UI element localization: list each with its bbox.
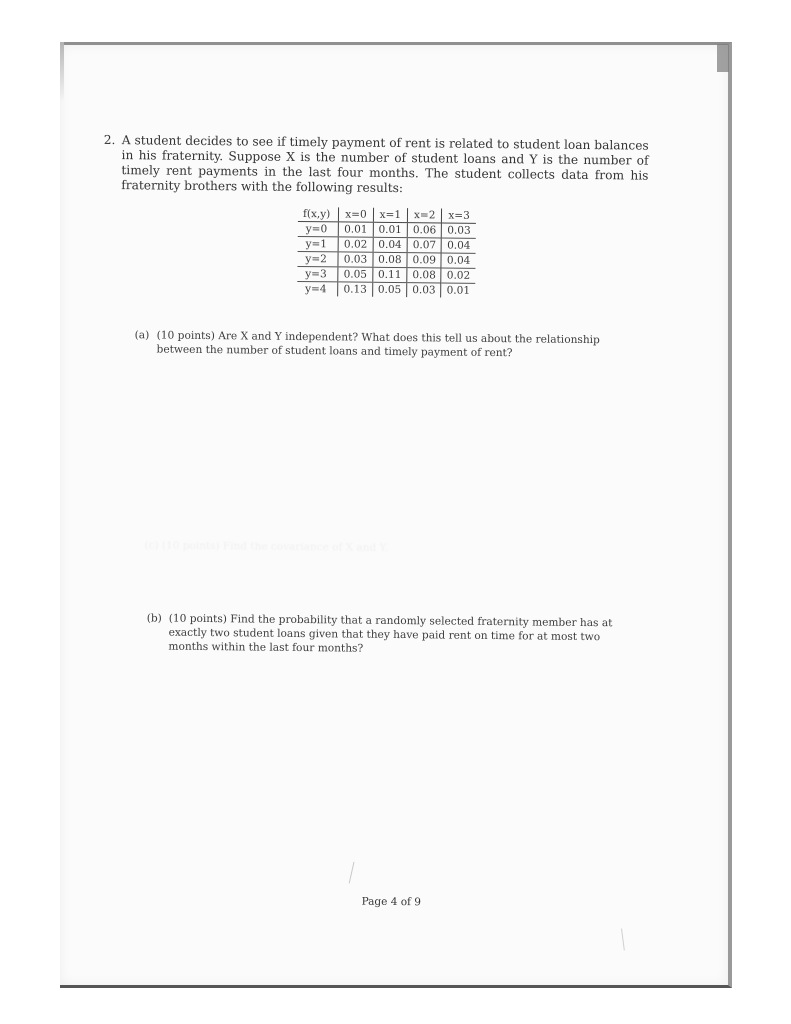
joint-distribution-table [297,207,476,298]
table-cell: 0.13 [338,282,373,297]
part-a-question: (10 points) Are X and Y independent? What does this tell us about the relationship between the number of student loans and timely payment of rent? [156,329,600,360]
table-cell: 0.11 [372,267,407,282]
table-header-cell: x=3 [442,208,476,223]
table-cell: 0.03 [442,223,476,238]
table-cell: 0.04 [373,237,408,252]
table-cell: 0.05 [372,282,407,297]
problem-2 [103,133,649,199]
table-cell: 0.01 [339,222,374,237]
table-cell: 0.07 [407,238,442,253]
table-cell: 0.01 [441,283,475,298]
table-row [297,281,475,297]
table-header-cell: x=0 [339,207,374,222]
page-footer: Page 4 of 9 [361,895,422,909]
table-cell: 0.03 [338,252,373,267]
bleed-through-text: (c) (10 points) Find the covariance of X and Y. [144,539,389,554]
table-cell: y=2 [297,251,338,266]
table-cell: 0.03 [407,283,442,298]
table-cell: 0.04 [442,238,476,253]
problem-statement: A student decides to see if timely payment of rent is related to student loan balances in his fraternity. Suppose X is the number of student loans and Y is the number of timely rent payments in the last four months. The student collects data from his fraternity brothers with the following results: [121,133,649,196]
table-cell: 0.08 [373,252,408,267]
table-cell: 0.02 [441,268,475,283]
table-header-cell: x=2 [407,208,442,223]
table-cell: y=0 [298,221,339,236]
problem-number: 2. [103,132,116,148]
table-cell: 0.06 [407,223,442,238]
stray-pencil-mark [621,928,625,950]
table-cell: 0.04 [441,253,475,268]
table-cell: y=3 [297,266,338,281]
table-cell: 0.08 [407,268,442,283]
table-cell: y=4 [305,283,327,296]
table-cell: 0.05 [338,267,373,282]
table-cell: 0.01 [373,222,408,237]
part-b-question: (10 points) Find the probability that a randomly selected fraternity member has at exactly two student loans given that they have paid rent on time for at most two months within the last four months? [168,612,613,655]
table-header-cell: f(x,y) [298,207,339,222]
part-a [134,328,644,361]
part-b [146,611,641,658]
table-cell: 0.02 [338,237,373,252]
part-a-label: (a) [134,329,150,342]
table-cell: 0.09 [407,253,442,268]
table-cell: y=1 [298,236,339,251]
stray-pencil-mark [349,862,355,884]
part-b-label: (b) [146,612,162,625]
table-header-cell: x=1 [373,208,408,223]
